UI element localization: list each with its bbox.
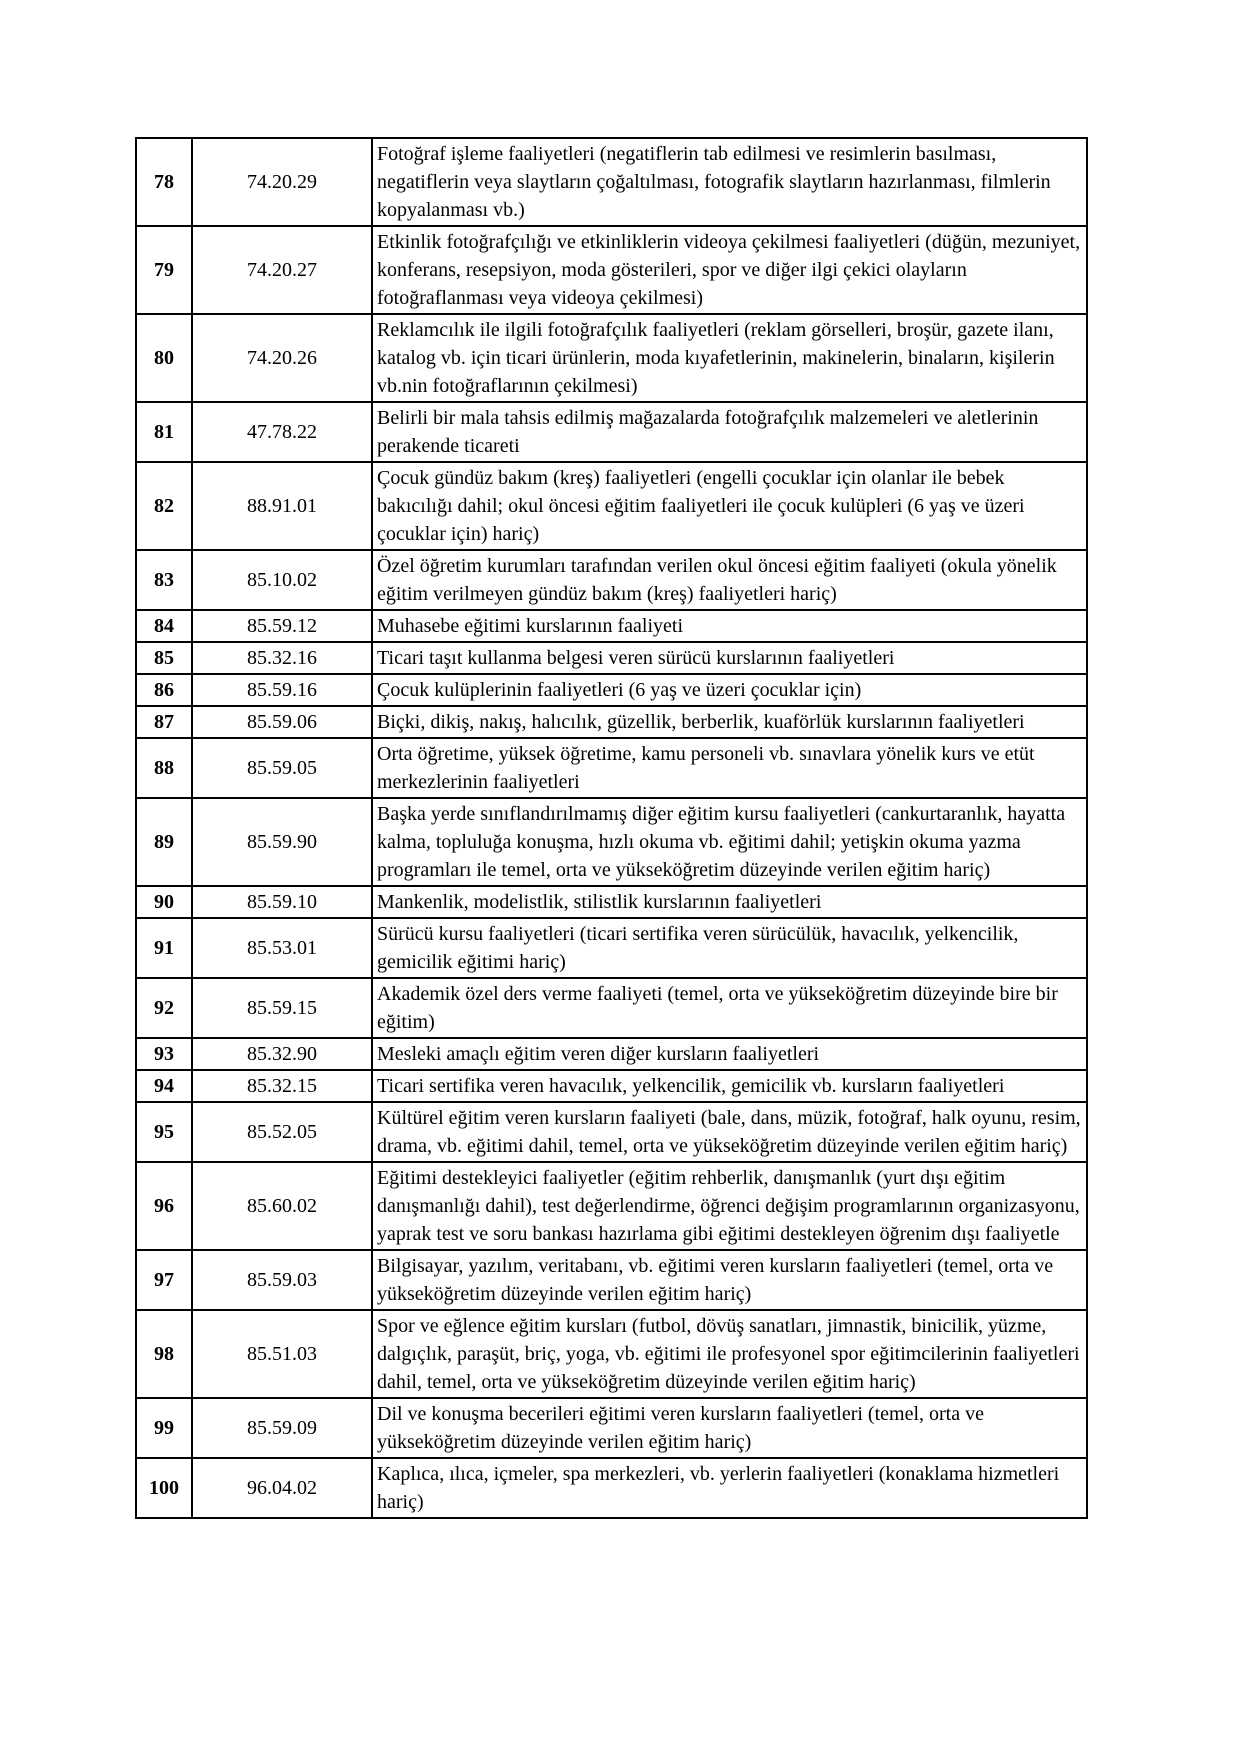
activity-description: Spor ve eğlence eğitim kursları (futbol, dövüş sanatları, jimnastik, binicilik, yüzme, dalgıçlık, paraşüt, briç, yoga, vb. eğitimi ile profesyonel spor eğitimcilerinin faaliyetleri dahil, temel, orta ve yükseköğretim düzeyinde verilen eğitim hariç)	[372, 1310, 1087, 1398]
row-number: 82	[136, 462, 192, 550]
activity-code: 85.32.90	[192, 1038, 372, 1070]
activity-code: 85.32.15	[192, 1070, 372, 1102]
activity-code: 85.59.90	[192, 798, 372, 886]
activity-description: Kaplıca, ılıca, içmeler, spa merkezleri, vb. yerlerin faaliyetleri (konaklama hizmetleri hariç)	[372, 1458, 1087, 1518]
activity-code: 85.59.10	[192, 886, 372, 918]
activity-code: 85.10.02	[192, 550, 372, 610]
activity-code: 85.59.03	[192, 1250, 372, 1310]
activity-code: 85.59.05	[192, 738, 372, 798]
table-row	[136, 402, 1087, 462]
row-number: 88	[136, 738, 192, 798]
activity-description: Çocuk gündüz bakım (kreş) faaliyetleri (engelli çocuklar için olanlar ile bebek bakıcılığı dahil; okul öncesi eğitim faaliyetleri ile çocuk kulüpleri (6 yaş ve üzeri çocuklar için) hariç)	[372, 462, 1087, 550]
activity-code: 74.20.26	[192, 314, 372, 402]
table-row	[136, 462, 1087, 550]
activity-description: Biçki, dikiş, nakış, halıcılık, güzellik, berberlik, kuaförlük kurslarının faaliyetleri	[372, 706, 1087, 738]
table-row	[136, 1070, 1087, 1102]
row-number: 96	[136, 1162, 192, 1250]
activity-description: Sürücü kursu faaliyetleri (ticari sertifika veren sürücülük, havacılık, yelkencilik, gemicilik eğitimi hariç)	[372, 918, 1087, 978]
activity-description: Belirli bir mala tahsis edilmiş mağazalarda fotoğrafçılık malzemeleri ve aletlerinin perakende ticareti	[372, 402, 1087, 462]
activity-description: Reklamcılık ile ilgili fotoğrafçılık faaliyetleri (reklam görselleri, broşür, gazete ilanı, katalog vb. için ticari ürünlerin, moda kıyafetlerinin, makinelerin, binaların, kişilerin vb.nin fotoğraflarının çekilmesi)	[372, 314, 1087, 402]
row-number: 95	[136, 1102, 192, 1162]
row-number: 84	[136, 610, 192, 642]
row-number: 98	[136, 1310, 192, 1398]
row-number: 97	[136, 1250, 192, 1310]
activity-description: Ticari sertifika veren havacılık, yelkencilik, gemicilik vb. kursların faaliyetleri	[372, 1070, 1087, 1102]
activity-description: Başka yerde sınıflandırılmamış diğer eğitim kursu faaliyetleri (cankurtaranlık, hayatta kalma, topluluğa konuşma, hızlı okuma vb. eğitimi dahil; yetişkin okuma yazma programları ile temel, orta ve yükseköğretim düzeyinde verilen eğitim hariç)	[372, 798, 1087, 886]
row-number: 89	[136, 798, 192, 886]
row-number: 93	[136, 1038, 192, 1070]
activity-description: Eğitimi destekleyici faaliyetler (eğitim rehberlik, danışmanlık (yurt dışı eğitim danışmanlığı dahil), test değerlendirme, öğrenci değişim programlarının organizasyonu, yaprak test ve soru bankası hazırlama gibi eğitimi destekleyen öğrenim dışı faaliyetle	[372, 1162, 1087, 1250]
row-number: 86	[136, 674, 192, 706]
table-row	[136, 706, 1087, 738]
row-number: 100	[136, 1458, 192, 1518]
activity-description: Dil ve konuşma becerileri eğitimi veren kursların faaliyetleri (temel, orta ve yükseköğretim düzeyinde verilen eğitim hariç)	[372, 1398, 1087, 1458]
table-row	[136, 1458, 1087, 1518]
table-row	[136, 1250, 1087, 1310]
table-row	[136, 1398, 1087, 1458]
table-row	[136, 642, 1087, 674]
activity-table-body	[136, 138, 1087, 1518]
table-row	[136, 138, 1087, 226]
row-number: 92	[136, 978, 192, 1038]
row-number: 85	[136, 642, 192, 674]
activity-description: Özel öğretim kurumları tarafından verilen okul öncesi eğitim faaliyeti (okula yönelik eğitim verilmeyen gündüz bakım (kreş) faaliyetleri hariç)	[372, 550, 1087, 610]
activity-description: Orta öğretime, yüksek öğretime, kamu personeli vb. sınavlara yönelik kurs ve etüt merkezlerinin faaliyetleri	[372, 738, 1087, 798]
activity-code: 85.59.16	[192, 674, 372, 706]
row-number: 79	[136, 226, 192, 314]
activity-code: 85.52.05	[192, 1102, 372, 1162]
activity-code: 74.20.29	[192, 138, 372, 226]
activity-description: Bilgisayar, yazılım, veritabanı, vb. eğitimi veren kursların faaliyetleri (temel, orta ve yükseköğretim düzeyinde verilen eğitim hariç)	[372, 1250, 1087, 1310]
activity-description: Muhasebe eğitimi kurslarının faaliyeti	[372, 610, 1087, 642]
activity-description: Akademik özel ders verme faaliyeti (temel, orta ve yükseköğretim düzeyinde bire bir eğitim)	[372, 978, 1087, 1038]
table-row	[136, 314, 1087, 402]
table-row	[136, 738, 1087, 798]
table-row	[136, 1162, 1087, 1250]
activity-code: 85.53.01	[192, 918, 372, 978]
table-row	[136, 978, 1087, 1038]
row-number: 91	[136, 918, 192, 978]
row-number: 90	[136, 886, 192, 918]
activity-code: 47.78.22	[192, 402, 372, 462]
activity-code: 85.60.02	[192, 1162, 372, 1250]
activity-code: 85.59.12	[192, 610, 372, 642]
activity-code: 85.59.06	[192, 706, 372, 738]
row-number: 83	[136, 550, 192, 610]
activity-code: 88.91.01	[192, 462, 372, 550]
table-row	[136, 610, 1087, 642]
table-row	[136, 1102, 1087, 1162]
activity-code: 85.59.15	[192, 978, 372, 1038]
table-row	[136, 550, 1087, 610]
activity-code: 96.04.02	[192, 1458, 372, 1518]
activity-description: Kültürel eğitim veren kursların faaliyeti (bale, dans, müzik, fotoğraf, halk oyunu, resim, drama, vb. eğitimi dahil, temel, orta ve yükseköğretim düzeyinde verilen eğitim hariç)	[372, 1102, 1087, 1162]
row-number: 81	[136, 402, 192, 462]
activity-description: Mesleki amaçlı eğitim veren diğer kursların faaliyetleri	[372, 1038, 1087, 1070]
activity-description: Mankenlik, modelistlik, stilistlik kurslarının faaliyetleri	[372, 886, 1087, 918]
activity-code: 85.51.03	[192, 1310, 372, 1398]
table-row	[136, 798, 1087, 886]
activity-code: 85.59.09	[192, 1398, 372, 1458]
activity-description: Çocuk kulüplerinin faaliyetleri (6 yaş ve üzeri çocuklar için)	[372, 674, 1087, 706]
table-row	[136, 1038, 1087, 1070]
activity-description: Etkinlik fotoğrafçılığı ve etkinliklerin videoya çekilmesi faaliyetleri (düğün, mezuniyet, konferans, resepsiyon, moda gösterileri, spor ve diğer ilgi çekici olayların fotoğraflanması veya videoya çekilmesi)	[372, 226, 1087, 314]
row-number: 94	[136, 1070, 192, 1102]
activity-code: 74.20.27	[192, 226, 372, 314]
table-row	[136, 226, 1087, 314]
row-number: 78	[136, 138, 192, 226]
table-row	[136, 674, 1087, 706]
table-row	[136, 886, 1087, 918]
row-number: 99	[136, 1398, 192, 1458]
activity-description: Ticari taşıt kullanma belgesi veren sürücü kurslarının faaliyetleri	[372, 642, 1087, 674]
row-number: 80	[136, 314, 192, 402]
activity-code-table	[135, 137, 1088, 1519]
table-row	[136, 918, 1087, 978]
activity-code: 85.32.16	[192, 642, 372, 674]
table-row	[136, 1310, 1087, 1398]
row-number: 87	[136, 706, 192, 738]
activity-description: Fotoğraf işleme faaliyetleri (negatiflerin tab edilmesi ve resimlerin basılması, negatiflerin veya slaytların çoğaltılması, fotografik slaytların hazırlanması, filmlerin kopyalanması vb.)	[372, 138, 1087, 226]
